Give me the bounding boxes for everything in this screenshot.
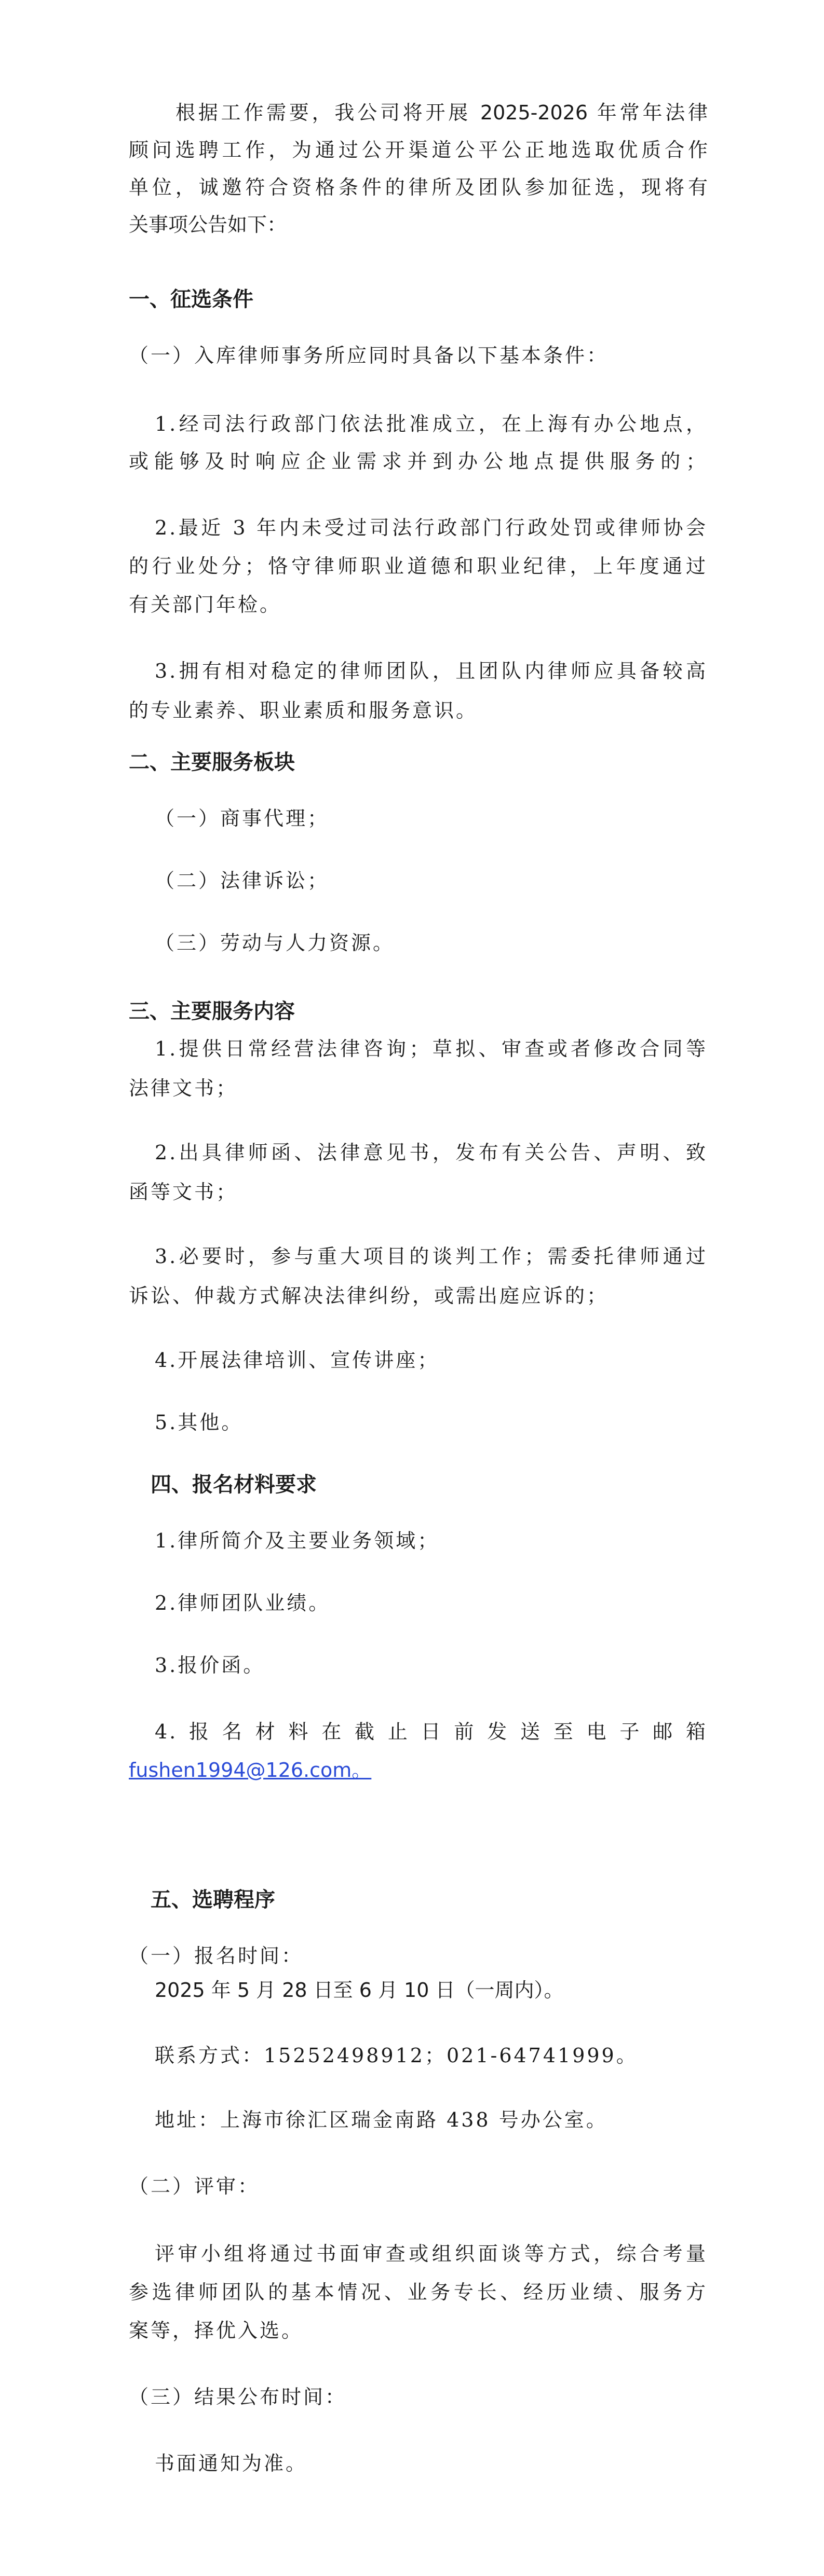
material-item: 2.律师团队业绩。 [155,1592,331,1614]
section-heading-3: 三、主要服务内容 [129,999,295,1023]
condition-item: 或能够及时响应企业需求并到办公地点提供服务的； [129,450,708,473]
review-text: 评审小组将通过书面审查或组织面谈等方式，综合考量 [155,2242,708,2265]
service-area-item: （一）商事代理； [155,807,330,830]
section-heading-2: 二、主要服务板块 [129,750,295,774]
subheading: （二）评审： [129,2175,260,2198]
service-area-item: （三）劳动与人力资源。 [155,931,395,954]
review-text: 参选律师团队的基本情况、业务专长、经历业绩、服务方 [129,2281,708,2304]
intro-line: 单位，诚邀符合资格条件的律所及团队参加征选，现将有 [129,176,708,199]
result-text: 书面通知为准。 [155,2452,308,2475]
intro-line: 根据工作需要，我公司将开展 2025-2026 年常年法律 [175,101,708,124]
service-content-item: 5.其他。 [155,1411,244,1434]
email-link[interactable]: fushen1994@126.com。 [129,1759,372,1782]
service-content-item: 1.提供日常经营法律咨询；草拟、审查或者修改合同等 [155,1037,708,1060]
service-content-item: 函等文书； [129,1181,238,1203]
intro-line: 顾问选聘工作，为通过公开渠道公平公正地选取优质合作 [129,139,708,161]
service-content-item: 诉讼、仲裁方式解决法律纠纷，或需出庭应诉的； [129,1284,609,1307]
material-item: 3.报价函。 [155,1654,265,1677]
service-content-item: 法律文书； [129,1077,238,1100]
condition-item: 3.拥有相对稳定的律师团队，且团队内律师应具备较高 [155,660,708,682]
section-heading-5: 五、选聘程序 [151,1888,275,1912]
subheading: （一）报名时间： [129,1944,304,1967]
condition-item: 1.经司法行政部门依法批准成立，在上海有办公地点， [155,413,708,435]
subheading: （一）入库律师事务所应同时具备以下基本条件： [129,344,609,367]
material-item: 4.报名材料在截止日前发送至电子邮箱 [155,1720,708,1743]
intro-line: 关事项公告如下： [129,213,287,236]
section-heading-4: 四、报名材料要求 [151,1473,317,1497]
section-heading-1: 一、征选条件 [129,287,253,311]
material-item: 1.律所简介及主要业务领域； [155,1529,440,1552]
condition-item: 有关部门年检。 [129,593,282,616]
service-content-item: 3.必要时，参与重大项目的谈判工作；需委托律师通过 [155,1245,708,1268]
contact-info: 联系方式：15252498912；021-64741999。 [155,2044,638,2067]
subheading: （三）结果公布时间： [129,2386,347,2408]
condition-item: 的行业处分；恪守律师职业道德和职业纪律，上年度通过 [129,555,708,578]
registration-date: 2025 年 5 月 28 日至 6 月 10 日（一周内）。 [155,1979,564,2002]
address-info: 地址：上海市徐汇区瑞金南路 438 号办公室。 [155,2108,608,2131]
condition-item: 2.最近 3 年内未受过司法行政部门行政处罚或律师协会 [155,516,708,539]
service-area-item: （二）法律诉讼； [155,869,330,892]
service-content-item: 2.出具律师函、法律意见书，发布有关公告、声明、致 [155,1141,708,1164]
review-text: 案等，择优入选。 [129,2319,304,2342]
condition-item: 的专业素养、职业素质和服务意识。 [129,699,478,722]
service-content-item: 4.开展法律培训、宣传讲座； [155,1349,440,1372]
